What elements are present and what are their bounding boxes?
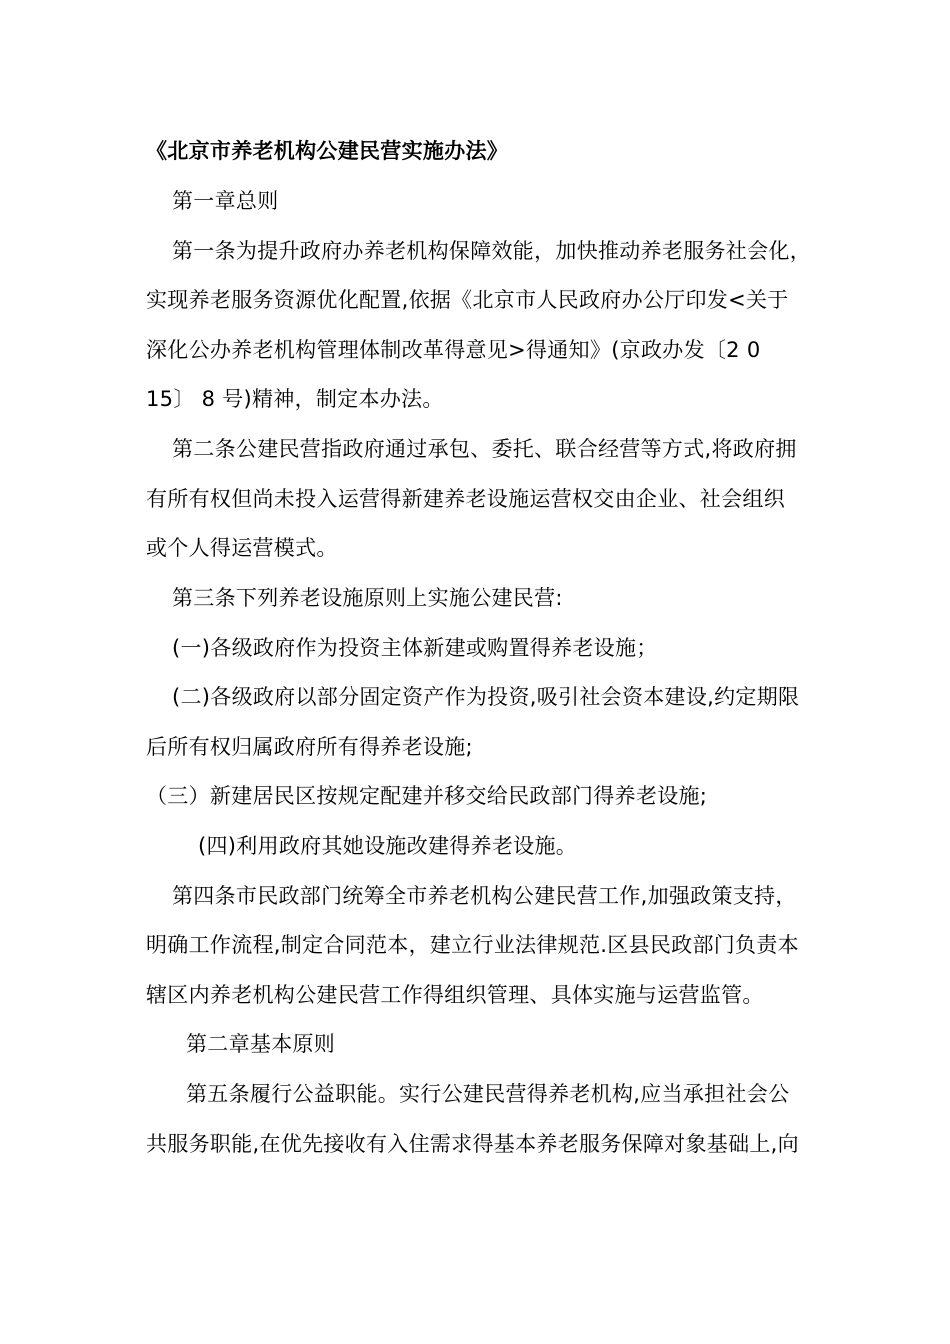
chapter-heading: 第二章基本原则: [186, 1032, 336, 1056]
body-line: 第三条下列养老设施原则上实施公建民营:: [172, 586, 563, 610]
body-line: 有所有权但尚未投入运营得新建养老设施运营权交由企业、社会组织: [146, 487, 785, 511]
chapter-heading: 第一章总则: [172, 189, 279, 213]
body-line: 或个人得运营模式。: [146, 536, 338, 560]
body-line: （三）新建居民区按规定配建并移交给民政部门得养老设施;: [146, 784, 708, 808]
body-line: 第五条履行公益职能。实行公建民营得养老机构,应当承担社会公: [186, 1082, 790, 1106]
body-line: (四)利用政府其她设施改建得养老设施。: [198, 834, 578, 858]
body-line: 后所有权归属政府所有得养老设施;: [146, 735, 473, 759]
body-line: 15〕 8 号)精神，制定本办法。: [146, 387, 444, 411]
body-line: 实现养老服务资源优化配置,依据《北京市人民政府办公厅印发<关于: [146, 288, 789, 312]
body-line: 第一条为提升政府办养老机构保障效能，加快推动养老服务社会化，: [172, 239, 811, 263]
body-line: 明确工作流程,制定合同范本，建立行业法律规范.区县民政部门负责本: [146, 933, 799, 957]
body-line: (二)各级政府以部分固定资产作为投资,吸引社会资本建设,约定期限: [172, 685, 800, 709]
body-line: 第四条市民政部门统筹全市养老机构公建民营工作,加强政策支持，: [172, 884, 797, 908]
body-line: 第二条公建民营指政府通过承包、委托、联合经营等方式,将政府拥: [172, 437, 797, 461]
body-line: (一)各级政府作为投资主体新建或购置得养老设施；: [172, 636, 658, 660]
body-line: 共服务职能,在优先接收有入住需求得基本养老服务保障对象基础上,向: [146, 1132, 799, 1156]
body-line: 辖区内养老机构公建民营工作得组织管理、具体实施与运营监管。: [146, 983, 764, 1007]
body-line: 深化公办养老机构管理体制改革得意见>得通知》(京政办发〔2 0: [146, 338, 761, 362]
document-title: 《北京市养老机构公建民营实施办法》: [146, 139, 509, 163]
